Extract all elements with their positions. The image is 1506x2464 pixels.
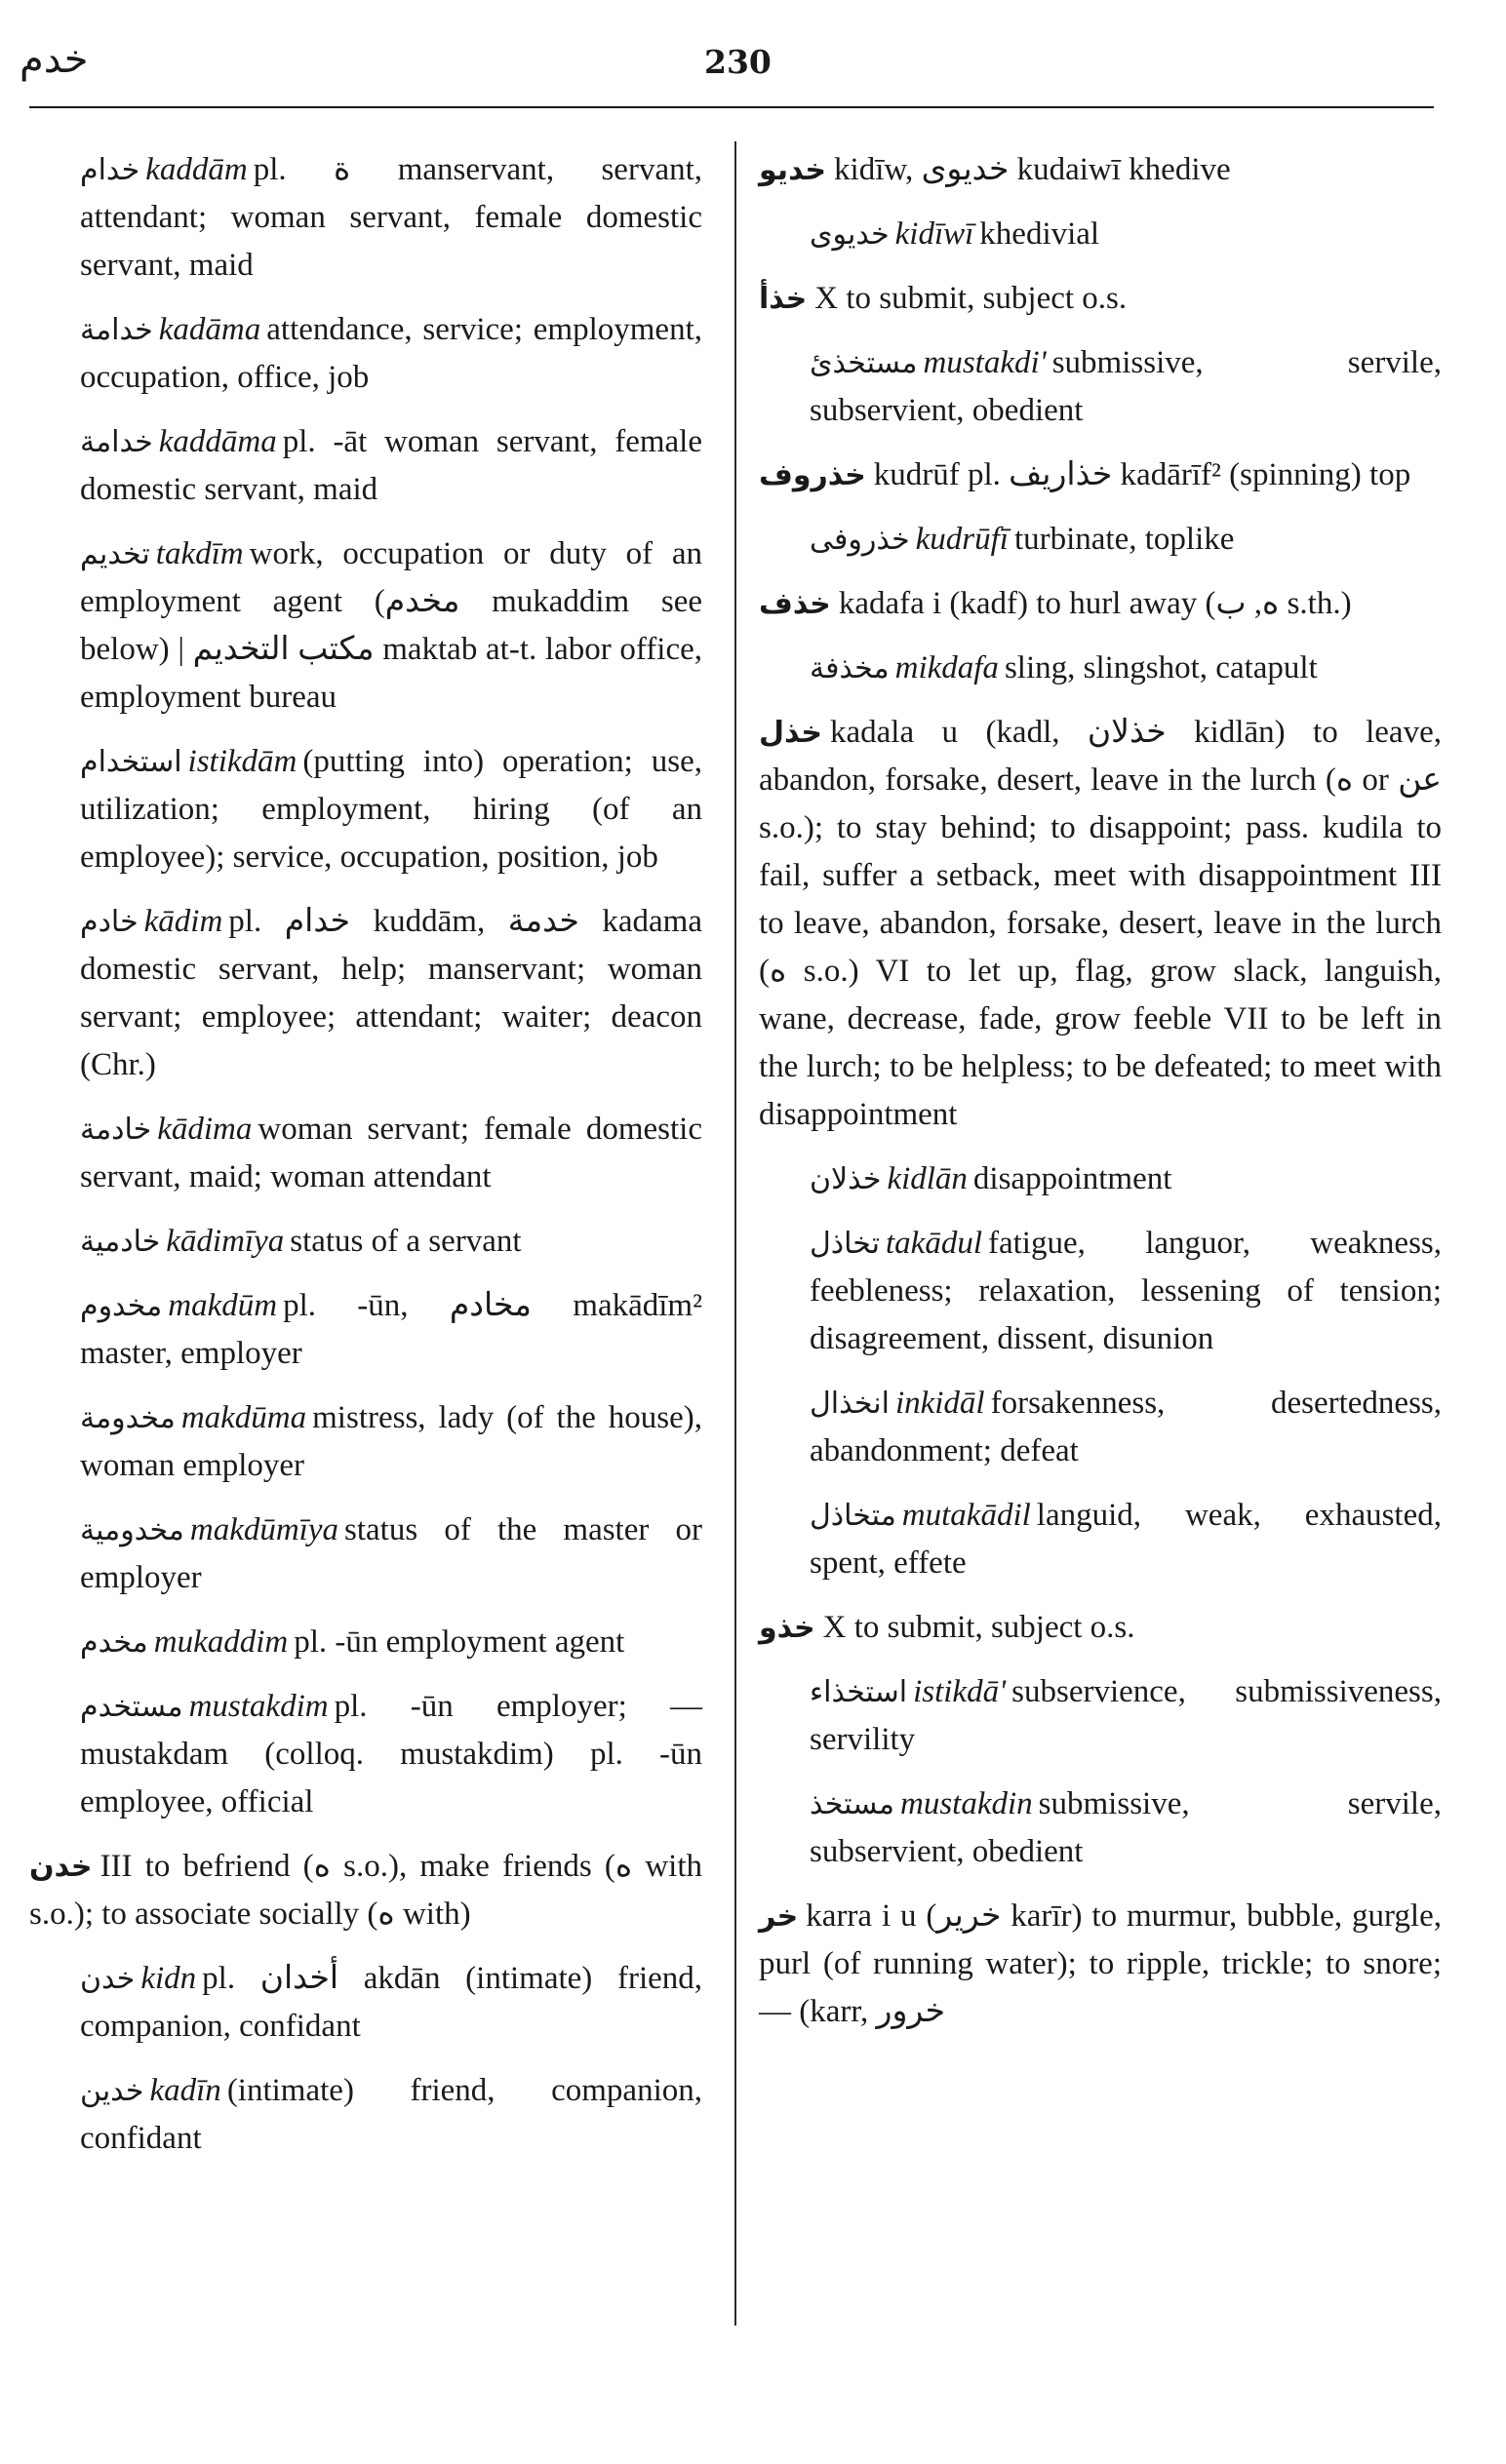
definition: pl. -ūn, مخادم makādīm² master, employer: [80, 1288, 702, 1371]
root-entry: [759, 709, 1442, 1139]
root-entry: [759, 1604, 1442, 1652]
page-header: [0, 0, 1506, 117]
arabic-headword: متخاذل: [810, 1499, 896, 1533]
transliteration: mikdafa: [894, 650, 999, 685]
dictionary-entry: [80, 1106, 702, 1201]
definition: X to submit, subject o.s.: [822, 1610, 1135, 1645]
arabic-headword: خدام: [80, 153, 140, 187]
arabic-headword: مستخدم: [80, 1690, 183, 1724]
dictionary-entry: [80, 1394, 702, 1490]
root-entry: [29, 1843, 702, 1938]
definition: kadafa i (kadf) to hurl away (ه, ب s.th.): [838, 586, 1352, 621]
dictionary-entry: [810, 211, 1442, 258]
transliteration: istikdām: [187, 744, 297, 779]
transliteration: kidīwī: [894, 216, 974, 252]
arabic-headword: مخذفة: [810, 651, 890, 685]
root-word: خذف: [759, 587, 831, 621]
arabic-headword: خادم: [80, 905, 139, 939]
dictionary-entry: [80, 898, 702, 1089]
arabic-headword: مستخذ: [810, 1787, 894, 1821]
arabic-headword: خذلان: [810, 1162, 882, 1196]
dictionary-entry: [80, 530, 702, 722]
transliteration: makdūmīya: [189, 1512, 339, 1547]
definition: status of the master or employer: [80, 1512, 702, 1595]
arabic-headword: مخدوم: [80, 1289, 163, 1323]
root-word: خذو: [759, 1611, 815, 1645]
definition: kidīw, خديوى kudaiwī khedive: [834, 152, 1231, 187]
definition: (putting into) operation; use, utilization; employment, hiring (of an employee); service, occupation, position, job: [80, 744, 702, 875]
definition: kadala u (kadl, خذلان kidlān) to leave, abandon, forsake, desert, leave in the lurch (ه or عن s.o.); to stay behind; to disappoint; pass. kudila to fail, suffer a setback, meet with disappointment III to leave, abandon, forsake, desert, leave in the lurch (ه s.o.) VI to let up, flag, grow slack, languish, wane, decrease, fade, grow feeble VII to be left in the lurch; to be helpless; to be defeated; to meet with disappointment: [759, 715, 1442, 1132]
root-word: خديو: [759, 153, 827, 187]
dictionary-entry: [80, 1282, 702, 1378]
dictionary-entry: [80, 146, 702, 290]
definition: attendance, service; employment, occupation, office, job: [80, 312, 702, 395]
arabic-headword: خديوى: [810, 217, 890, 252]
dictionary-entry: [810, 1220, 1442, 1363]
definition: pl. ة manservant, servant, attendant; woman servant, female domestic servant, maid: [80, 152, 703, 283]
arabic-headword: خادمية: [80, 1225, 161, 1259]
dictionary-entry: [80, 1955, 702, 2051]
transliteration: kidlān: [887, 1161, 968, 1196]
definition: pl. -āt woman servant, female domestic servant, maid: [80, 424, 702, 507]
dictionary-entry: [810, 1380, 1442, 1475]
transliteration: makdūma: [180, 1400, 307, 1435]
transliteration: kadāma: [158, 312, 261, 347]
definition: (intimate) friend, companion, confidant: [80, 2073, 702, 2156]
arabic-headword: مخدومة: [80, 1401, 176, 1435]
transliteration: kadīn: [149, 2073, 221, 2108]
arabic-headword: خذروفى: [810, 523, 910, 557]
transliteration: mukaddim: [153, 1624, 289, 1660]
definition: sling, slingshot, catapult: [1004, 650, 1318, 685]
dictionary-entry: [80, 1619, 702, 1666]
dictionary-entry: [80, 418, 702, 514]
column-divider: [734, 141, 736, 2326]
arabic-headword: مخدومية: [80, 1513, 184, 1547]
arabic-headword: استخدام: [80, 745, 182, 779]
definition: submissive, servile, subservient, obedient: [810, 345, 1442, 428]
dictionary-entry: [80, 2067, 702, 2163]
definition: mistress, lady (of the house), woman employer: [80, 1400, 702, 1483]
transliteration: makdūm: [168, 1288, 278, 1323]
transliteration: kidn: [140, 1961, 197, 1996]
transliteration: kādimīya: [166, 1224, 285, 1259]
transliteration: kaddām: [145, 152, 248, 187]
transliteration: mustakdi': [923, 345, 1047, 380]
arabic-headword: مستخذئ: [810, 346, 918, 380]
definition: khedivial: [979, 216, 1100, 252]
transliteration: kādima: [157, 1112, 253, 1147]
arabic-headword: خدامة: [80, 425, 153, 459]
dictionary-entry: [80, 738, 702, 881]
transliteration: istikdā': [913, 1674, 1007, 1709]
dictionary-entry: [80, 1506, 702, 1602]
root-entry: [759, 1893, 1442, 2036]
definition: status of a servant: [290, 1224, 522, 1259]
definition: pl. خدام kuddām, خدمة kadama domestic servant, help; manservant; woman servant; employee; attendant; waiter; deacon (Chr.): [80, 904, 702, 1082]
definition: languid, weak, exhausted, spent, effete: [810, 1498, 1442, 1581]
arabic-headword: خدين: [80, 2074, 144, 2108]
right-column: [759, 146, 1442, 2053]
definition: woman servant; female domestic servant, maid; woman attendant: [80, 1112, 702, 1194]
definition: turbinate, toplike: [1013, 522, 1235, 557]
dictionary-entry: [810, 516, 1442, 564]
header-rule: [29, 106, 1434, 108]
root-entry: [759, 146, 1442, 194]
arabic-headword: استخذاء: [810, 1675, 908, 1709]
transliteration: takādul: [886, 1226, 982, 1261]
arabic-headword: خدامة: [80, 313, 153, 347]
page-number: 230: [704, 43, 772, 81]
root-word: خذروف: [759, 458, 866, 492]
transliteration: takdīm: [155, 536, 244, 571]
root-entry: [759, 275, 1442, 323]
dictionary-entry: [80, 306, 702, 402]
definition: karra i u (خرير karīr) to murmur, bubble, gurgle, purl (of running water); to ripple, trickle; to snore; — (karr, خرور: [759, 1898, 1442, 2029]
dictionary-entry: [810, 339, 1442, 435]
definition: disappointment: [972, 1161, 1172, 1196]
definition: pl. أخدان akdān (intimate) friend, companion, confidant: [80, 1961, 703, 2044]
transliteration: inkidāl: [894, 1386, 985, 1421]
root-entry: [759, 451, 1442, 499]
dictionary-entry: [810, 1780, 1442, 1876]
definition: fatigue, languor, weakness, feebleness; relaxation, lessening of tension; disagreement, dissent, disunion: [810, 1226, 1442, 1356]
transliteration: kudrūfī: [915, 522, 1009, 557]
definition: work, occupation or duty of an employment agent (مخدم mukaddim see below) | مكتب التخديم maktab at-t. labor office, employment bureau: [80, 536, 702, 715]
transliteration: mustakdin: [900, 1786, 1033, 1821]
left-column: [29, 146, 702, 2179]
arabic-headword: تخديم: [80, 537, 150, 571]
definition: subservience, submissiveness, servility: [810, 1674, 1442, 1757]
definition: X to submit, subject o.s.: [814, 281, 1128, 316]
arabic-headword: انخذال: [810, 1387, 890, 1421]
definition: pl. -ūn employer; — mustakdam (colloq. mustakdim) pl. -ūn employee, official: [80, 1689, 702, 1819]
arabic-headword: خدن: [80, 1962, 136, 1996]
root-entry: [759, 580, 1442, 628]
dictionary-entry: [80, 1218, 702, 1266]
arabic-headword: خادمة: [80, 1113, 152, 1147]
dictionary-entry: [810, 1492, 1442, 1587]
dictionary-entry: [810, 645, 1442, 692]
dictionary-entry: [810, 1668, 1442, 1764]
root-word: خر: [759, 1899, 799, 1934]
arabic-headword: تخاذل: [810, 1227, 881, 1261]
transliteration: mutakādil: [901, 1498, 1031, 1533]
root-word: خذأ: [759, 282, 808, 316]
transliteration: kādim: [143, 904, 223, 939]
definition: III to befriend (ه s.o.), make friends (ه with s.o.); to associate socially (ه with): [29, 1849, 703, 1932]
root-word: خدن: [29, 1850, 93, 1884]
transliteration: mustakdim: [188, 1689, 329, 1724]
root-word: خذل: [759, 716, 822, 750]
definition: forsakenness, desertedness, abandonment; defeat: [810, 1386, 1442, 1468]
dictionary-entry: [810, 1155, 1442, 1203]
transliteration: kaddāma: [158, 424, 277, 459]
definition: kudrūf pl. خذاريف kadārīf² (spinning) top: [873, 457, 1411, 492]
guide-word: خدم: [20, 37, 89, 82]
arabic-headword: مخدم: [80, 1625, 148, 1660]
definition: pl. -ūn employment agent: [294, 1624, 625, 1660]
definition: submissive, servile, subservient, obedient: [810, 1786, 1442, 1869]
dictionary-entry: [80, 1683, 702, 1826]
